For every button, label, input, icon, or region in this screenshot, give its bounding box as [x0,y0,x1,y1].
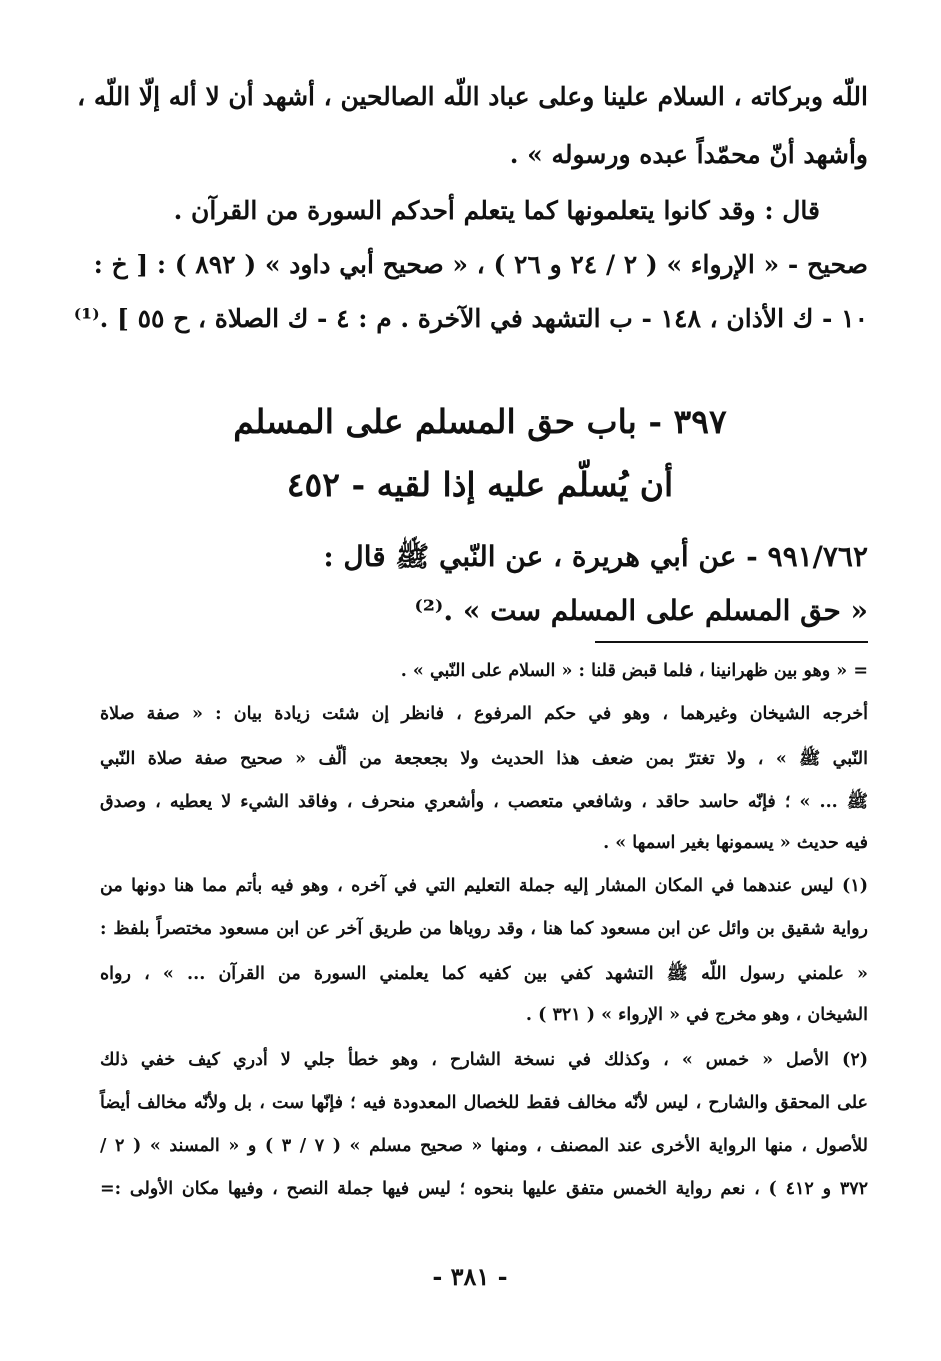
hadith-line-2: « حق المسلم على المسلم ست » .⁽²⁾ [414,594,868,627]
chapter-title-line-2: أن يُسلّم عليه إذا لقيه - ٤٥٢ [286,465,674,504]
footnote-2-line-2: على المحقق والشارح ، ليس لأنّه مخالف فقط للخصال المعدودة فيه ؛ فإنّها ست ، بل ولأنّه مخالف أيضاً [100,1093,868,1113]
footnote-1-line-2: رواية شقيق بن وائل عن ابن مسعود كما هنا ، وقد روياها من طريق آخر عن ابن مسعود مختصراً بلفظ : [100,919,868,939]
said-line: قال : وقد كانوا يتعلمونها كما يتعلم أحدكم السورة من القرآن . [173,196,820,225]
footnote-continuation-line-5: فيه حديث « يسمونها بغير اسمها » . [603,833,868,853]
body-line-2: وأشهد أنّ محمّداً عبده ورسوله » . [509,140,868,169]
footnote-1-line-4: الشيخان ، وهو مخرج في « الإرواء » ( ٣٢١ ) . [525,1005,868,1025]
page-number: - ٣٨١ - [432,1262,508,1291]
footnote-continuation-line-3: النّبي ﷺ » ، ولا تغترّ بمن ضعف هذا الحديث ولا بجعجعة من ألّف « صحيح صفة صلاة النّبي [100,749,868,769]
hadith-line-1: ٩٩١/٧٦٢ - عن أبي هريرة ، عن النّبي ﷺ قال : [323,540,868,573]
chapter-title-line-1: ٣٩٧ - باب حق المسلم على المسلم [233,402,727,441]
footnote-continuation-line-1: = « وهو بين ظهرانينا ، فلما قبض قلنا : « السلام على النّبي » . [400,661,868,681]
footnote-2-line-3: للأصول ، منها الرواية الأخرى عند المصنف ، ومنها « صحيح مسلم » ( ٧ / ٣ ) و « المسند » ( ٢ / [100,1136,869,1156]
grading-line-1: صحيح - « الإرواء » ( ٢ / ٢٤ و ٢٦ ) ، « صحيح أبي داود » ( ٨٩٢ ) : [ خ : [93,250,868,279]
footnote-separator [595,641,868,643]
footnote-2-line-1: (٢) الأصل « خمس » ، وكذلك في نسخة الشارح ، وهو خطأ جلي لا أدري كيف خفي ذلك [100,1050,868,1070]
footnote-continuation-line-2: أخرجه الشيخان وغيرهما ، وهو في حكم المرفوع ، فانظر إن شئت زيادة بيان : « صفة صلاة [100,704,868,724]
body-line-1: اللّه وبركاته ، السلام علينا وعلى عباد اللّه الصالحين ، أشهد أن لا أله إلّا اللّه ، [77,82,868,111]
footnote-1-line-1: (١) ليس عندهما في المكان المشار إليه جملة التعليم التي في آخره ، وهو فيه بأتم مما هنا دونها من [100,876,868,896]
footnote-2-line-4: ٣٧٢ و ٤١٢ ) ، نعم رواية الخمس متفق عليها بنحوه ؛ ليس فيها جملة النصح ، وفيها مكان الأولى := [100,1179,869,1199]
footnote-continuation-line-4: ﷺ ... » ؛ فإنّه حاسد حاقد ، وشافعي متعصب ، وأشعري منحرف ، وفاقد الشيء لا يعطيه ، وصدق [100,792,868,812]
grading-line-2: ١٠ - ك الأذان ، ١٤٨ - ب التشهد في الآخرة . م : ٤ - ك الصلاة ، ح ٥٥ ] .⁽¹⁾ [73,304,868,333]
footnote-1-line-3: « علمني رسول اللّه ﷺ التشهد كفي بين كفيه كما يعلمني السورة من القرآن ... » ، رواه [100,964,868,984]
